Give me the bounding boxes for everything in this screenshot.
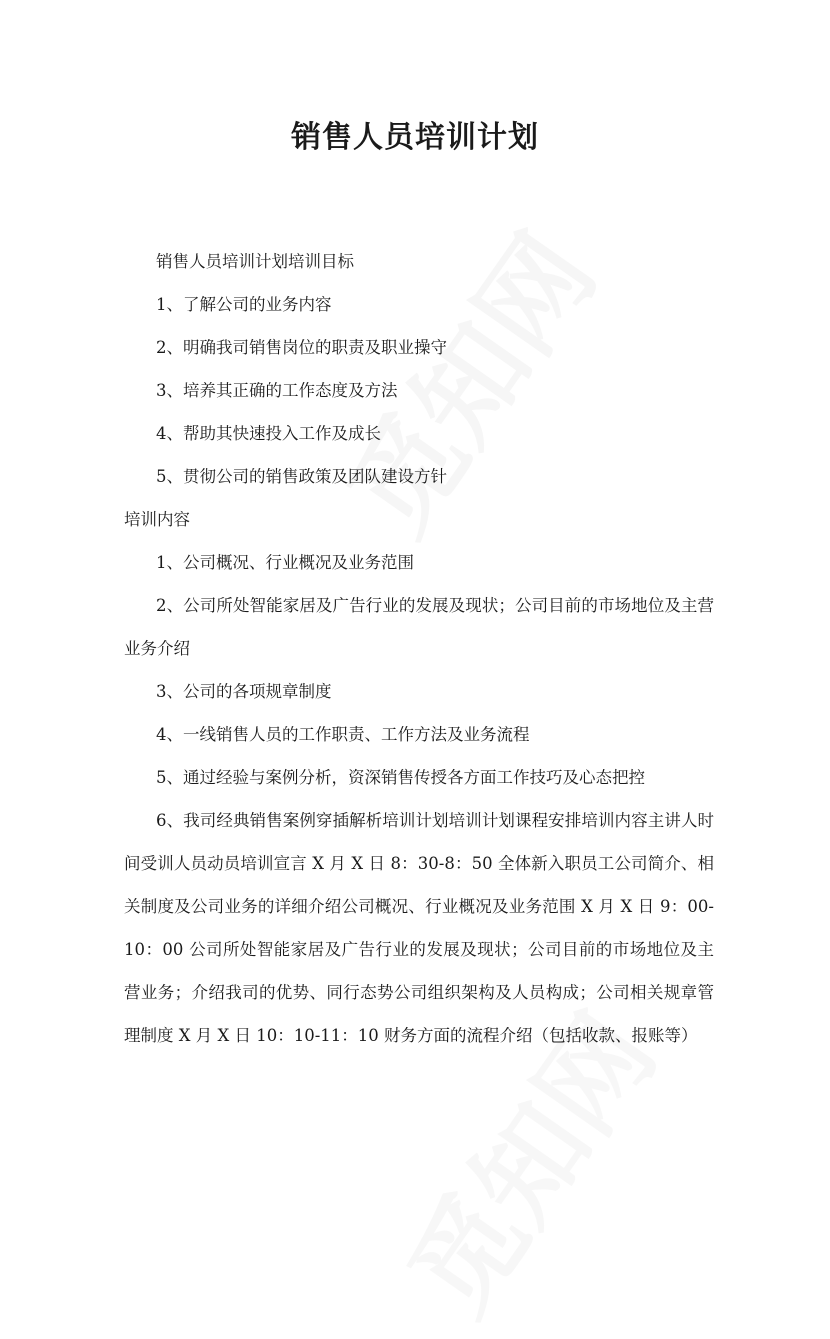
paragraph: 2、明确我司销售岗位的职责及职业操守 [156,338,447,357]
paragraph: 6、我司经典销售案例穿插解析培训计划培训计划课程安排培训内容主讲人时间受训人员动员培训宣言 X 月 X 日 8：30-8：50 全体新入职员工公司简介、相关制度及公司业务的详细介绍公司概况、行业概况及业务范围 X 月 X 日 9：00-10：00 公司所处智能家居及广告行业的发展及现状；公司目前的市场地位及主营业务；介绍我司的优势、同行态势公司组织架构及人员构成；公司相关规章管理制度 X 月 X 日 10：10-11：10 财务方面的流程介绍（包括收款、报账等） [124,811,714,1045]
paragraph: 5、贯彻公司的销售政策及团队建设方针 [156,467,447,486]
paragraph: 1、公司概况、行业概况及业务范围 [156,553,414,572]
paragraph: 3、公司的各项规章制度 [156,682,332,701]
paragraph: 4、帮助其快速投入工作及成长 [156,424,381,443]
paragraph: 2、公司所处智能家居及广告行业的发展及现状；公司目前的市场地位及主营业务介绍 [124,596,714,658]
paragraph: 销售人员培训计划培训目标 [156,252,354,271]
paragraph: 3、培养其正确的工作态度及方法 [156,381,398,400]
paragraph: 4、一线销售人员的工作职责、工作方法及业务流程 [156,725,530,744]
paragraph: 培训内容 [124,510,190,529]
document-body [124,240,714,1057]
paragraph: 5、通过经验与案例分析，资深销售传授各方面工作技巧及心态把控 [156,768,645,787]
page-title: 销售人员培训计划 [291,120,539,155]
paragraph: 1、了解公司的业务内容 [156,295,332,314]
